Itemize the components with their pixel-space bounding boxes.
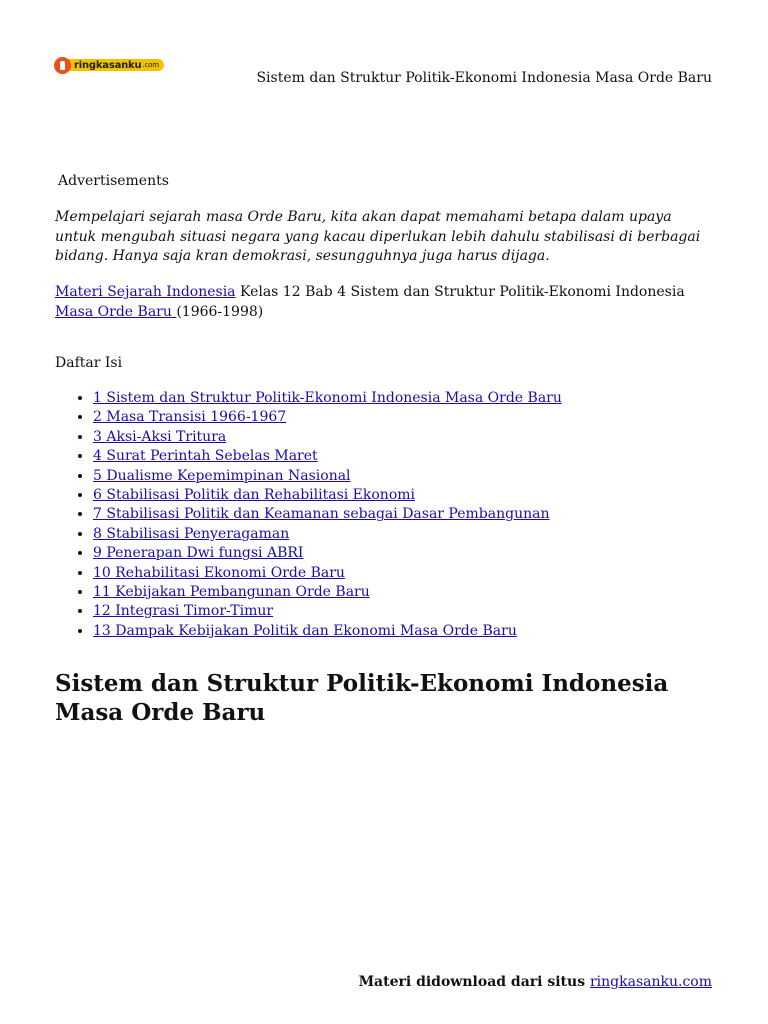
footer-label: Materi didownload dari situs (358, 974, 590, 990)
site-logo[interactable] (54, 56, 164, 74)
toc-item (93, 428, 562, 447)
logo-suffix: .com (142, 61, 159, 69)
toc-link-13[interactable]: 13 Dampak Kebijakan Politik dan Ekonomi Masa Orde Baru (93, 622, 517, 639)
toc-link-2[interactable]: 2 Masa Transisi 1966-1967 (93, 409, 287, 426)
toc-item (93, 544, 562, 563)
toc-link-10[interactable]: 10 Rehabilitasi Ekonomi Orde Baru (93, 564, 345, 581)
toc-link-7[interactable]: 7 Stabilisasi Politik dan Keamanan sebagai Dasar Pembangunan (93, 506, 550, 523)
toc-item (93, 583, 562, 602)
table-of-contents (55, 389, 562, 641)
masa-orde-baru-link[interactable]: Masa Orde Baru (55, 303, 177, 320)
toc-item (93, 447, 562, 466)
toc-link-5[interactable]: 5 Dualisme Kepemimpinan Nasional (93, 467, 351, 484)
toc-item (93, 602, 562, 621)
toc-title: Daftar Isi (55, 355, 123, 371)
toc-item (93, 505, 562, 524)
header-title: Sistem dan Struktur Politik-Ekonomi Indonesia Masa Orde Baru (256, 70, 712, 86)
toc-link-4[interactable]: 4 Surat Perintah Sebelas Maret (93, 448, 318, 465)
toc-item (93, 467, 562, 486)
advertisements-label: Advertisements (58, 173, 169, 189)
meta-paragraph (55, 283, 715, 322)
toc-item (93, 564, 562, 583)
toc-link-3[interactable]: 3 Aksi-Aksi Tritura (93, 428, 227, 445)
toc-link-12[interactable]: 12 Integrasi Timor-Timur (93, 603, 274, 620)
logo-name: ringkasanku (74, 59, 142, 71)
meta-text-1: Kelas 12 Bab 4 Sistem dan Struktur Politik-Ekonomi Indonesia (235, 284, 685, 300)
toc-link-1[interactable]: 1 Sistem dan Struktur Politik-Ekonomi Indonesia Masa Orde Baru (93, 390, 562, 406)
toc-item (93, 622, 562, 641)
toc-link-6[interactable]: 6 Stabilisasi Politik dan Rehabilitasi Ekonomi (93, 487, 416, 504)
meta-text-2: (1966-1998) (176, 303, 264, 320)
footer-site-link[interactable]: ringkasanku.com (589, 974, 712, 990)
footer (359, 974, 712, 990)
materi-sejarah-link[interactable]: Materi Sejarah Indonesia (55, 284, 236, 300)
toc-item (93, 525, 562, 544)
toc-link-8[interactable]: 8 Stabilisasi Penyeragaman (93, 525, 290, 542)
section-heading: Sistem dan Struktur Politik-Ekonomi Indonesia Masa Orde Baru (55, 670, 669, 726)
logo-wordmark (68, 59, 164, 71)
toc-link-9[interactable]: 9 Penerapan Dwi fungsi ABRI (93, 545, 304, 562)
intro-paragraph: Mempelajari sejarah masa Orde Baru, kita akan dapat memahami betapa dalam upaya untuk mengubah situasi negara yang kacau diperlukan lebih dahulu stabilisasi di berbagai bidang. Hanya saja kran demokrasi, sesungguhnya juga harus dijaga. (55, 209, 701, 264)
toc-link-11[interactable]: 11 Kebijakan Pembangunan Orde Baru (93, 584, 370, 601)
toc-item (93, 389, 562, 408)
toc-item (93, 408, 562, 427)
logo-mark-icon (54, 57, 71, 74)
toc-item (93, 486, 562, 505)
